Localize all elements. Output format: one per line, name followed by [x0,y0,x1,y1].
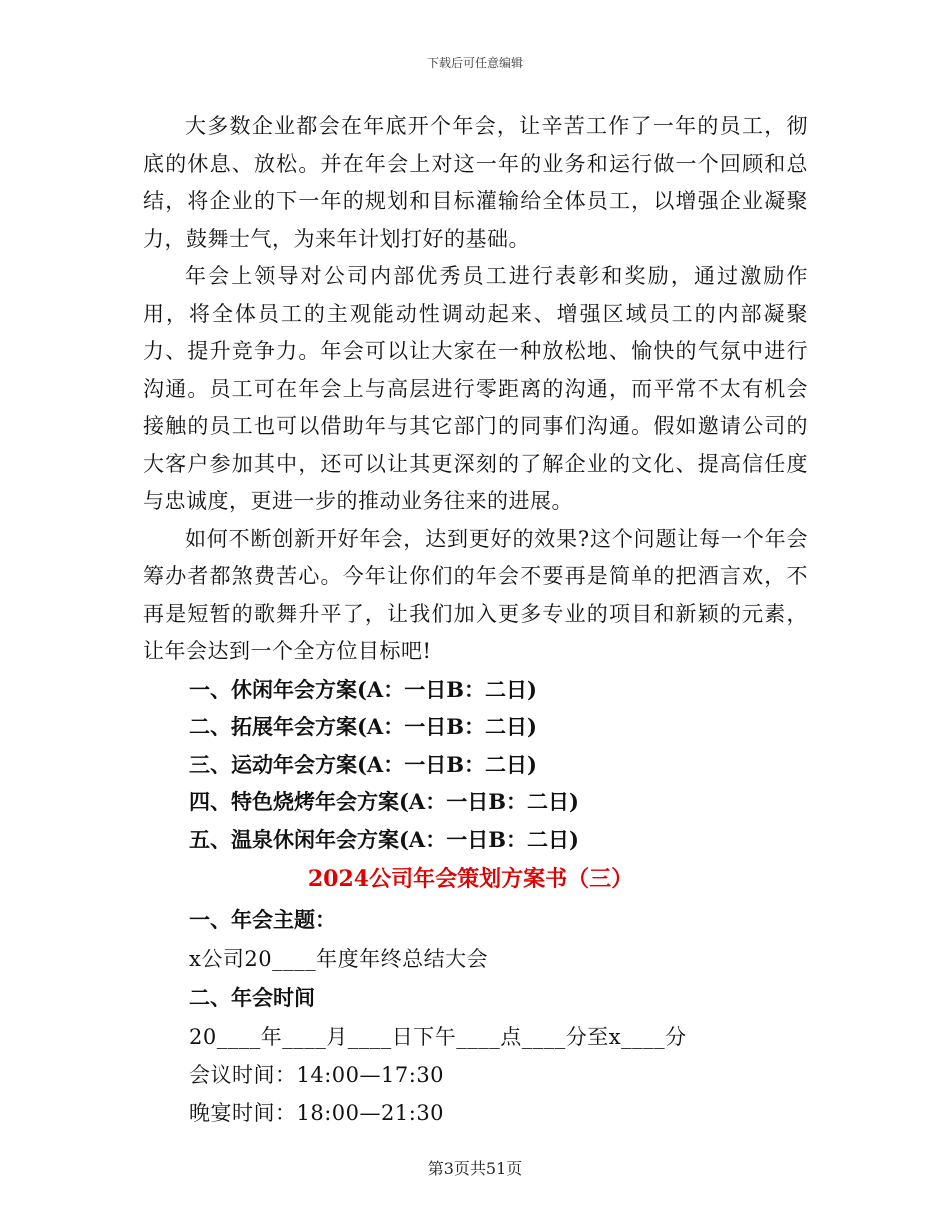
header-note: 下载后可任意编辑 [426,56,523,70]
document-body [143,108,808,1132]
page-number: 第3页共51页 [427,1159,523,1178]
plan-item: 三、运动年会方案(A：一日B：二日) [189,751,537,777]
dinner-time: 晚宴时间：18:00—21:30 [189,1101,445,1125]
time-text: 20____年____月____日下午____点____分至x____分 [189,1025,687,1049]
plan-list [143,671,808,859]
body-paragraph: 如何不断创新开好年会，达到更好的效果?这个问题让每一个年会筹办者都煞费苦心。今年让你们的年会不要再是简单的把酒言欢，不再是短暂的歌舞升平了，让我们加入更多专业的项目和新颖的元素，让年会达到一个全方位目标吧! [143,526,808,663]
theme-heading: 一、年会主题： [189,907,336,932]
plan-item: 一、休闲年会方案(A：一日B：二日) [189,676,537,702]
plan-item: 二、拓展年会方案(A：一日B：二日) [189,714,537,739]
time-heading: 二、年会时间 [189,985,315,1010]
plan-item: 五、温泉休闲年会方案(A：一日B：二日) [189,826,579,852]
meeting-time: 会议时间：14:00—17:30 [189,1063,445,1087]
theme-text: x公司20____年度年终总结大会 [189,947,489,971]
section-title: 2024公司年会策划方案书（三） [307,866,634,892]
body-paragraph: 大多数企业都会在年底开个年会，让辛苦工作了一年的员工，彻底的休息、放松。并在年会上对这一年的业务和运行做一个回顾和总结，将企业的下一年的规划和目标灌输给全体员工，以增强企业凝聚力，鼓舞士气，为来年计划打好的基础。 [143,114,808,251]
body-paragraph: 年会上领导对公司内部优秀员工进行表彰和奖励，通过激励作用，将全体员工的主观能动性调动起来、增强区域员工的内部凝聚力、提升竞争力。年会可以让大家在一种放松地、愉快的气氛中进行沟通。员工可在年会上与高层进行零距离的沟通，而平常不太有机会接触的员工也可以借助年与其它部门的同事们沟通。假如邀请公司的大客户参加其中，还可以让其更深刻的了解企业的文化、提高信任度与忠诚度，更进一步的推动业务往来的进展。 [143,264,808,513]
plan-item: 四、特色烧烤年会方案(A：一日B：二日) [189,789,579,814]
